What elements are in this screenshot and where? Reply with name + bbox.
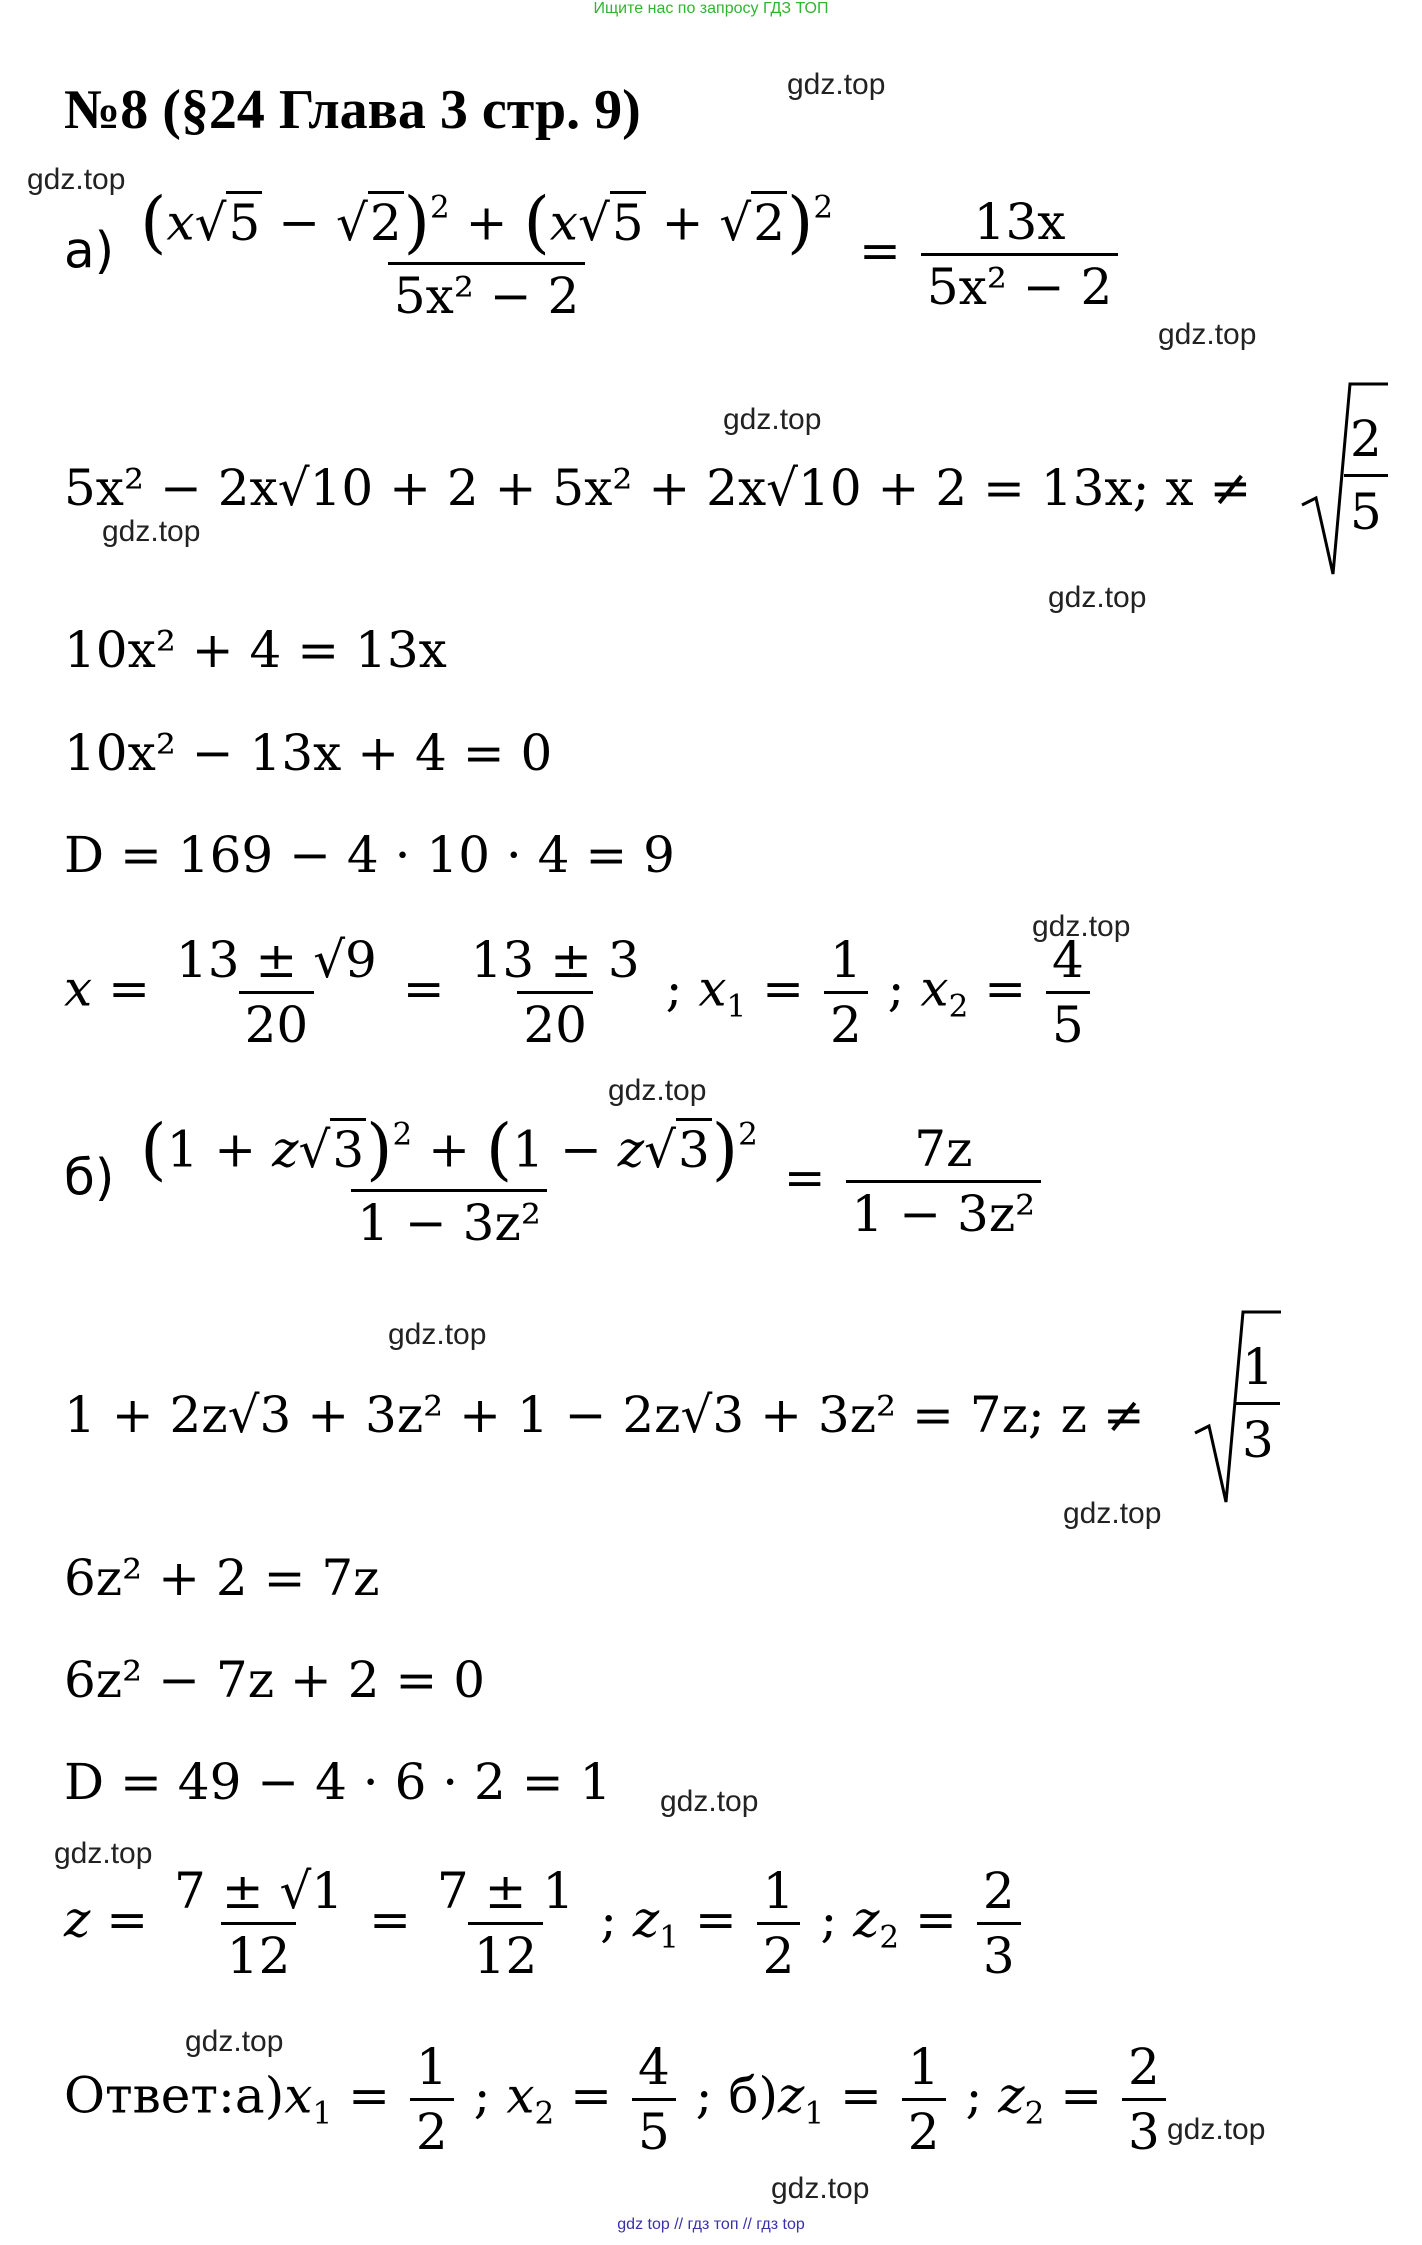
part-b-lhs-denominator: 1 − 3z² — [351, 1189, 547, 1248]
answer-x2 — [632, 2038, 676, 2161]
part-a-expanded: 5x² − 2x√10 + 2 + 5x² + 2x√10 + 2 = 13x; x ≠ — [64, 459, 1252, 517]
part-b-step-2: 6z² − 7z + 2 = 0 — [64, 1651, 486, 1709]
part-a-root-fraction-1 — [170, 931, 383, 1054]
watermark: gdz.top — [54, 1837, 153, 1870]
answer-x1-denominator: 2 — [410, 2098, 454, 2157]
part-a-x2-denominator: 5 — [1046, 991, 1090, 1050]
part-b-root-fraction-2 — [431, 1862, 580, 1985]
part-b-z1 — [757, 1862, 801, 1985]
part-b-root-denominator-2: 12 — [468, 1922, 544, 1981]
watermark: gdz.top — [660, 1785, 759, 1818]
watermark: gdz.top — [1063, 1497, 1162, 1530]
part-a-condition-numerator: 2 — [1350, 410, 1382, 468]
part-a-step-1: 10x² + 4 = 13x — [64, 621, 447, 679]
part-a-roots: x = $\frac{13 \pm √9}{20}$ = $\frac{13 \pm 3}{20}$ ; $x_1$ = $\frac{1}{2}$ ; $x_2$ = $\frac{4}{5}$ — [64, 935, 1094, 1050]
watermark: gdz.top — [102, 515, 201, 548]
problem-title: №8 (§24 Глава 3 стр. 9) — [64, 79, 641, 141]
part-b-roots: z = $\frac{7 \pm √1}{12}$ = $\frac{7 \pm 1}{12}$ ; $z_1$ = $\frac{1}{2}$ ; $z_2$ = $\frac{2}{3}$ — [64, 1866, 1025, 1981]
part-a-condition-denominator: 5 — [1344, 474, 1388, 541]
part-a-condition-fraction — [1344, 410, 1388, 541]
watermark: gdz.top — [1048, 581, 1147, 614]
part-a-lhs-fraction — [134, 182, 839, 325]
watermark: gdz.top — [27, 163, 126, 196]
part-a-discriminant: D = 169 − 4 · 10 · 4 = 9 — [64, 826, 675, 884]
part-b-z1-numerator: 1 — [762, 1862, 795, 1920]
answer-z2-denominator: 3 — [1122, 2098, 1166, 2157]
top-banner: Ищите нас по запросу ГДЗ ТОП — [593, 0, 829, 17]
answer-x1-numerator: 1 — [415, 2038, 448, 2096]
part-a-root-denominator-1: 20 — [239, 991, 315, 1050]
part-a-label: а) — [64, 221, 115, 280]
part-b-z2-numerator: 2 — [982, 1862, 1015, 1920]
part-b-z1-denominator: 2 — [757, 1922, 801, 1981]
part-b-equation: б) (1 + z √ 3 )$^2$ + (1 − z √ 3 )$^2$ 1 − 3z² = $\frac{7z}{\text{1 − 3z²}}$ — [64, 1115, 1045, 1248]
watermark: gdz.top — [771, 2172, 870, 2205]
part-a-x1-denominator: 2 — [824, 991, 868, 1050]
part-a-rhs-numerator: 13x — [973, 192, 1066, 251]
part-b-rhs-denominator: 1 − 3z² — [846, 1180, 1042, 1239]
part-b-discriminant: D = 49 − 4 · 6 · 2 = 1 — [64, 1753, 612, 1811]
answer-z2 — [1122, 2038, 1166, 2161]
watermark: gdz.top — [1158, 318, 1257, 351]
answer-x2-numerator: 4 — [637, 2038, 670, 2096]
part-b-rhs-fraction — [846, 1119, 1042, 1243]
part-a-x2-numerator: 4 — [1052, 931, 1084, 989]
part-b-step-1: 6z² + 2 = 7z — [64, 1549, 380, 1607]
part-b-z2 — [977, 1862, 1021, 1985]
answer-x1 — [410, 2038, 454, 2161]
watermark: gdz.top — [1032, 910, 1131, 943]
part-a-root-fraction-2 — [465, 931, 646, 1054]
part-a-step-2: 10x² − 13x + 4 = 0 — [64, 724, 553, 782]
part-b-condition-denominator: 3 — [1236, 1402, 1280, 1469]
part-a-x1-numerator: 1 — [829, 931, 862, 989]
part-b-root-denominator-1: 12 — [221, 1922, 297, 1981]
part-a-rhs-fraction — [921, 192, 1119, 316]
part-b-root-fraction-1 — [168, 1862, 349, 1985]
part-b-lhs-fraction — [134, 1109, 764, 1252]
part-b-condition-fraction — [1236, 1338, 1280, 1469]
watermark: gdz.top — [1167, 2113, 1266, 2146]
part-a-equation: а) (x √ 5 − √ 2 )$^2$ + (x √ 5 + √ 2 )$^2$ 5x² − 2 = $\frac{13x}{\text{5x² − 2}}$ — [64, 188, 1122, 321]
answer-z1-numerator: 1 — [907, 2038, 940, 2096]
answer-z1 — [902, 2038, 946, 2161]
answer-z2-numerator: 2 — [1127, 2038, 1160, 2096]
part-b-root-numerator-2: 7 ± 1 — [436, 1862, 575, 1920]
part-a-root-numerator-1: 13 ± √9 — [175, 931, 377, 989]
watermark: gdz.top — [787, 68, 886, 101]
watermark: gdz.top — [185, 2025, 284, 2058]
answer-label: Ответ: — [64, 2066, 235, 2125]
answer-x2-denominator: 5 — [632, 2098, 676, 2157]
part-a-lhs-numerator: (x √ 5 − √ 2 )$^2$ + (x √ 5 + √ 2 )$^2$ — [140, 182, 834, 261]
part-a-x1 — [824, 931, 868, 1054]
answer-line: $Ответ:а)x_1$ = $\frac{1}{2}$ ; $x_2$ = $\frac{4}{5}$ ; $б)z_1$ = $\frac{1}{2}$ ; $z_2$ = $\frac{2}{3}$ — [64, 2042, 1170, 2157]
answer-z1-denominator: 2 — [902, 2098, 946, 2157]
answer-a-label: а) — [234, 2066, 285, 2125]
part-a-lhs-denominator: 5x² − 2 — [388, 262, 586, 321]
part-a-root-denominator-2: 20 — [517, 991, 593, 1050]
watermark: gdz.top — [723, 403, 822, 436]
part-b-expanded: 1 + 2z√3 + 3z² + 1 − 2z√3 + 3z² = 7z; z ≠ — [64, 1386, 1145, 1444]
part-b-rhs-numerator: 7z — [914, 1119, 973, 1178]
part-b-root-numerator-1: 7 ± √1 — [174, 1862, 344, 1920]
part-a-x2 — [1046, 931, 1090, 1054]
bottom-banner: gdz top // гдз топ // гдз top — [617, 2216, 805, 2233]
watermark: gdz.top — [388, 1318, 487, 1351]
part-a-rhs-denominator: 5x² − 2 — [921, 253, 1119, 312]
part-b-lhs-numerator: (1 + z √ 3 )$^2$ + (1 − z √ 3 )$^2$ — [140, 1109, 758, 1188]
part-a-root-numerator-2: 13 ± 3 — [470, 931, 640, 989]
answer-b-label: б) — [728, 2066, 778, 2125]
part-b-z2-denominator: 3 — [977, 1922, 1021, 1981]
watermark: gdz.top — [608, 1074, 707, 1107]
part-b-label: б) — [64, 1148, 115, 1207]
part-b-condition-numerator: 1 — [1242, 1338, 1274, 1396]
